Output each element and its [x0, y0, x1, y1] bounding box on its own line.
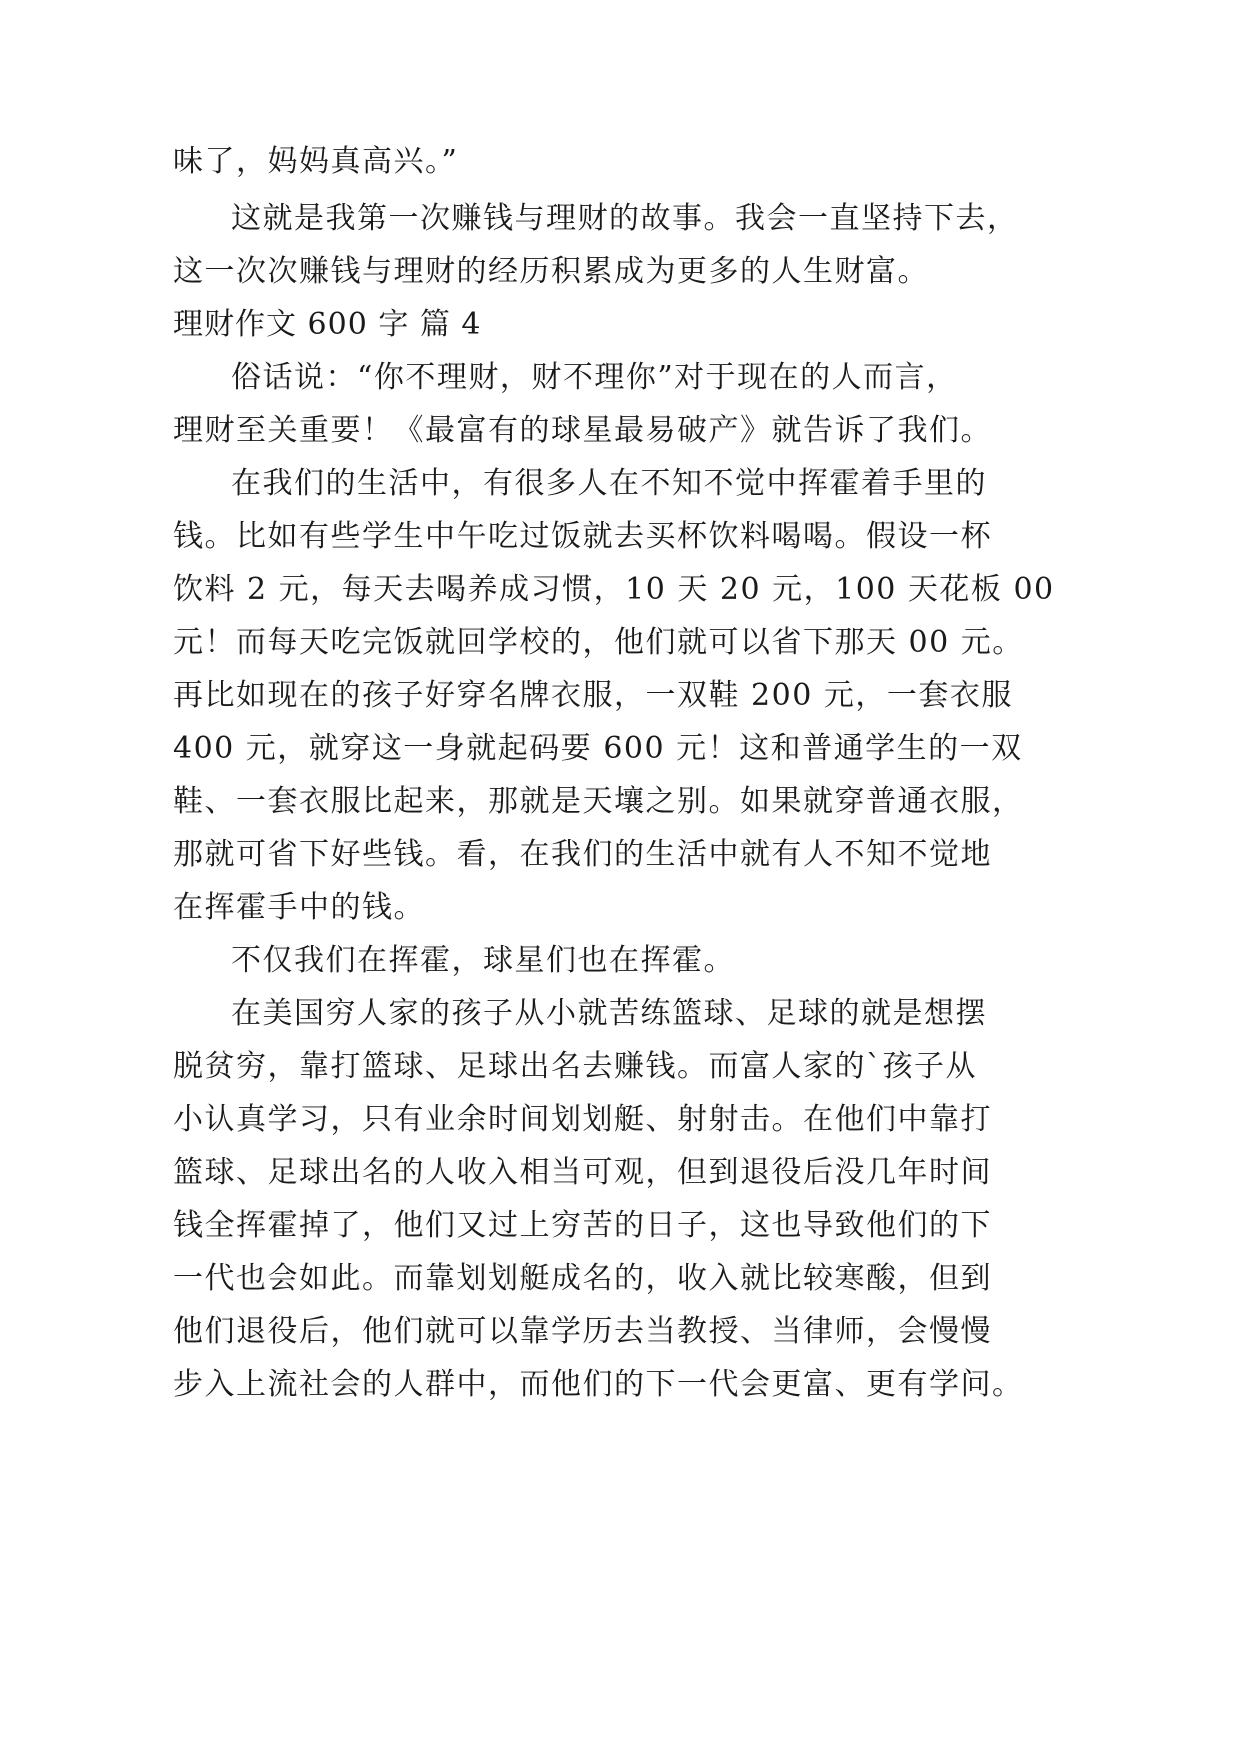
text-line-15: 在挥霍手中的钱。	[173, 890, 425, 925]
text-line-9: 饮料 2 元，每天去喝养成习惯，10 天 20 元，100 天花板 00	[173, 572, 1055, 607]
text-line-6: 理财至关重要！《最富有的球星最易破产》就告诉了我们。	[173, 413, 992, 448]
text-line-22: 一代也会如此。而靠划划艇成名的，收入就比较寒酸，但到	[173, 1261, 992, 1296]
text-line-3: 这一次次赚钱与理财的经历积累成为更多的人生财富。	[173, 254, 929, 289]
text-line-12: 400 元，就穿这一身就起码要 600 元！这和普通学生的一双	[173, 731, 1023, 766]
text-line-7: 在我们的生活中，有很多人在不知不觉中挥霍着手里的	[231, 466, 987, 501]
text-line-17: 在美国穷人家的孩子从小就苦练篮球、足球的就是想摆	[231, 996, 987, 1031]
text-line-11: 再比如现在的孩子好穿名牌衣服，一双鞋 200 元，一套衣服	[173, 678, 1013, 713]
text-line-16: 不仅我们在挥霍，球星们也在挥霍。	[231, 943, 735, 978]
section-heading: 理财作文 600 字 篇 4	[173, 307, 482, 342]
text-line-23: 他们退役后，他们就可以靠学历去当教授、当律师，会慢慢	[173, 1314, 992, 1349]
text-line-10: 元！而每天吃完饭就回学校的，他们就可以省下那天 00 元。	[173, 625, 1024, 660]
text-line-13: 鞋、一套衣服比起来，那就是天壤之别。如果就穿普通衣服，	[173, 784, 1024, 819]
text-line-8: 钱。比如有些学生中午吃过饭就去买杯饮料喝喝。假设一杯	[173, 519, 992, 554]
text-line-14: 那就可省下好些钱。看，在我们的生活中就有人不知不觉地	[173, 837, 992, 872]
text-line-5: 俗话说：“你不理财，财不理你”对于现在的人而言，	[231, 360, 958, 395]
text-line-1: 味了，妈妈真高兴。”	[173, 144, 459, 179]
text-line-24: 步入上流社会的人群中，而他们的下一代会更富、更有学问。	[173, 1367, 1024, 1402]
text-line-20: 篮球、足球出名的人收入相当可观，但到退役后没几年时间	[173, 1155, 992, 1190]
text-line-21: 钱全挥霍掉了，他们又过上穷苦的日子，这也导致他们的下	[173, 1208, 992, 1243]
text-line-2: 这就是我第一次赚钱与理财的故事。我会一直坚持下去，	[231, 201, 1019, 236]
text-line-18: 脱贫穷，靠打篮球、足球出名去赚钱。而富人家的`孩子从	[173, 1049, 977, 1084]
text-line-19: 小认真学习，只有业余时间划划艇、射射击。在他们中靠打	[173, 1102, 992, 1137]
